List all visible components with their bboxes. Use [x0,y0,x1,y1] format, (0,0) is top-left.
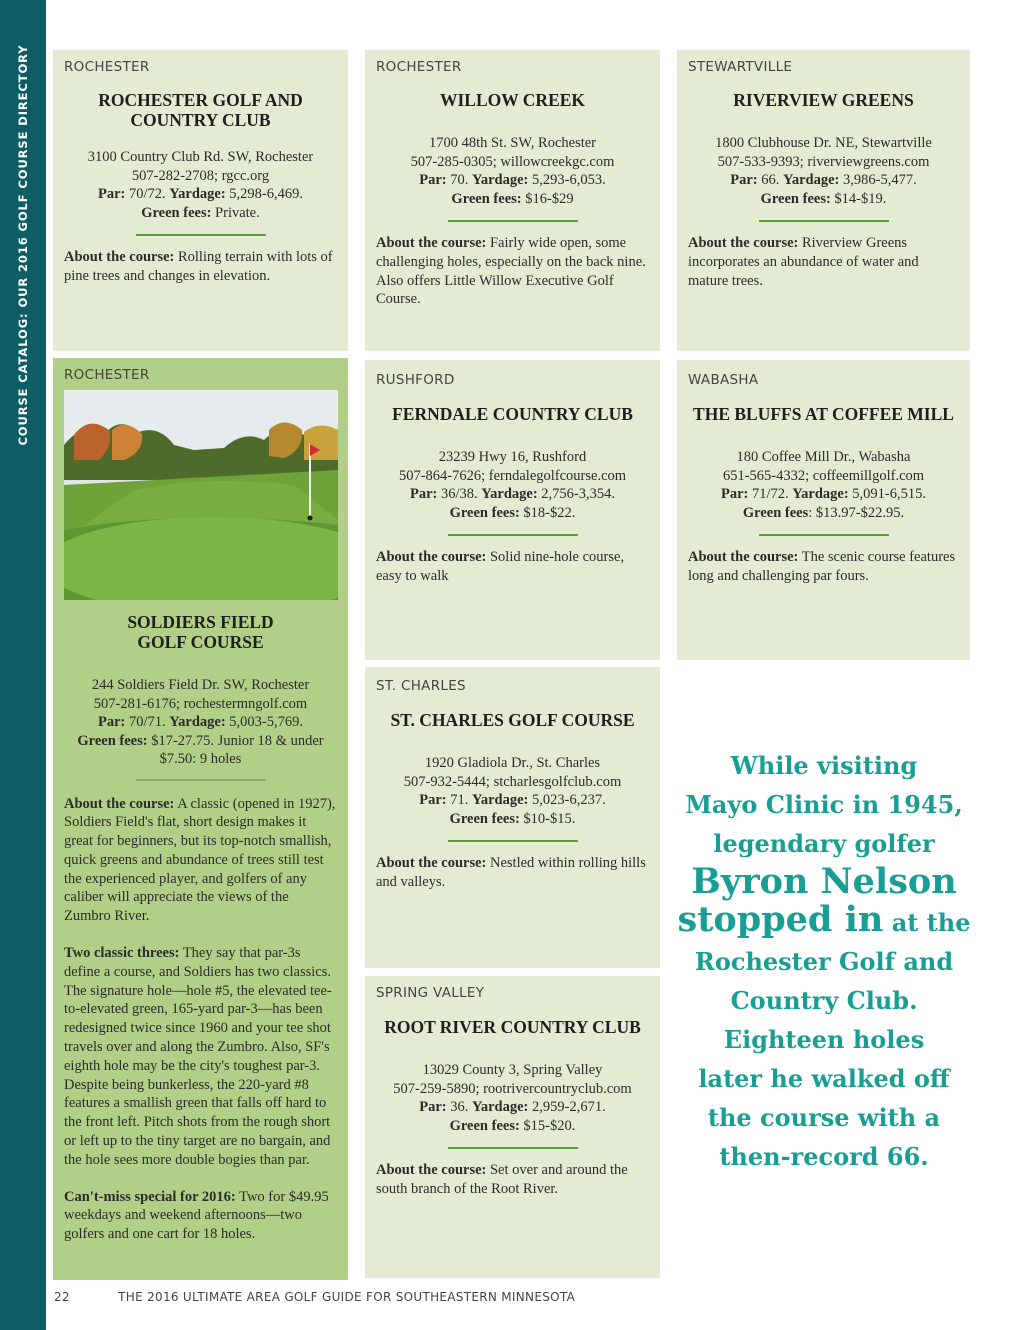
course-card-bluffs-coffee-mill [677,360,970,660]
course-about: About the course: The scenic course features long and challenging par fours. [688,549,956,584]
course-card-rochester-golf [53,50,348,351]
course-name: THE BLUFFS AT COFFEE MILL [693,404,954,424]
page-number: 22 [54,1290,70,1304]
divider [448,534,578,536]
course-about: About the course: Solid nine-hole course, easy to walk [376,549,625,584]
course-details: 23239 Hwy 16, Rushford 507-864-7626; ferndalegolfcourse.com Par: 36/38. Yardage: 2,756-3,354. Green fees: $18-$22. [398,449,627,521]
course-town: SPRING VALLEY [376,985,485,1001]
divider [759,220,889,222]
course-name: ROCHESTER GOLF AND COUNTRY CLUB [98,90,303,130]
course-card-ferndale [365,360,660,660]
course-details: 1920 Gladiola Dr., St. Charles 507-932-5444; stcharlesgolfclub.com Par: 71. Yardage: 5,023-6,237. Green fees: $10-$15. [403,755,622,827]
course-details: 3100 Country Club Rd. SW, Rochester 507-282-2708; rgcc.org Par: 70/72. Yardage: 5,298-6,469. Green fees: Private. [87,149,314,221]
divider [136,234,266,236]
course-special: Can't-miss special for 2016: Two for $49.95 weekdays and weekend afternoons—two golfers and one cart for 18 holes. [64,1188,329,1243]
publication-title: THE 2016 ULTIMATE AREA GOLF GUIDE FOR SOUTHEASTERN MINNESOTA [118,1290,576,1304]
divider [448,220,578,222]
course-details: 1800 Clubhouse Dr. NE, Stewartville 507-533-9393; riverviewgreens.com Par: 66. Yardage: 3,986-5,477. Green fees: $14-$19. [715,135,932,207]
divider [136,779,266,781]
course-about: About the course: Fairly wide open, some challenging holes, especially on the back nine. Also offers Little Willow Executive Golf Course. [376,235,646,308]
course-town: ROCHESTER [376,59,462,75]
course-about: About the course: Nestled within rolling hills and valleys. [376,855,646,890]
course-town: RUSHFORD [376,372,455,388]
pull-quote: While visiting Mayo Clinic in 1945, legendary golfer Byron Nelson stopped in at the Rochester Golf and Country Club. Eighteen holes later he walked off the course with a then-record 66. [677,751,971,1171]
course-card-willow-creek [365,50,660,351]
course-card-soldiers-field [53,358,348,1280]
course-town: STEWARTVILLE [688,59,793,75]
page-footer [54,1290,575,1304]
course-town: ST. CHARLES [376,678,466,694]
course-card-st-charles [365,667,660,968]
course-details: 180 Coffee Mill Dr., Wabasha 651-565-4332; coffeemillgolf.com Par: 71/72. Yardage: 5,091-6,515. Green fees: $13.97-$22.95. [720,449,926,521]
course-card-riverview-greens [677,50,970,351]
divider [759,534,889,536]
course-name: RIVERVIEW GREENS [733,90,914,110]
course-details: 244 Soldiers Field Dr. SW, Rochester 507-281-6176; rochestermngolf.com Par: 70/71. Yardage: 5,003-5,769. Green fees: $17-27.75. Junior 18 & under $7.50: 9 holes [77,677,324,767]
course-about: About the course: A classic (opened in 1927), Soldiers Field's flat, short design makes it great for beginners, but its top-notch smallish, quick greens and abundance of trees still test the experienced player, and golfers of any caliber will appreciate the views of the Zumbro River. [64,795,336,925]
course-name: ROOT RIVER COUNTRY CLUB [384,1017,641,1037]
course-about: About the course: Riverview Greens incorporates an abundance of water and mature trees. [688,235,919,289]
course-card-root-river [365,976,660,1278]
divider [448,1147,578,1149]
course-about: About the course: Rolling terrain with lots of pine trees and changes in elevation. [64,249,333,284]
course-details: 13029 County 3, Spring Valley 507-259-5890; rootrivercountryclub.com Par: 36. Yardage: 2,959-2,671. Green fees: $15-$20. [393,1062,632,1134]
course-about: About the course: Set over and around the south branch of the Root River. [376,1162,628,1197]
section-title: COURSE CATALOG: OUR 2016 GOLF COURSE DIRECTORY [16,44,30,446]
course-town: WABASHA [688,372,759,388]
golf-course-photo [64,390,338,600]
course-name: WILLOW CREEK [439,90,586,110]
course-details: 1700 48th St. SW, Rochester 507-285-0305; willowcreekgc.com Par: 70. Yardage: 5,293-6,053. Green fees: $16-$29 [410,135,615,207]
course-name: ST. CHARLES GOLF COURSE [390,710,635,730]
divider [448,840,578,842]
course-name: SOLDIERS FIELD GOLF COURSE [127,612,274,652]
course-name: FERNDALE COUNTRY CLUB [392,404,633,424]
side-bar [0,0,46,1330]
course-town: ROCHESTER [64,367,150,383]
course-two-classic-threes: Two classic threes: They say that par-3s define a course, and Soldiers has two classics. The signature hole—hole #5, the elevated tee-to-elevated green, 165-yard par-3—has been redesigned twice since 1960 and your tee shot travels over and along the Zumbro. Also, SF's eighth hole may be the city's toughest par-3. Despite being bunkerless, the 220-yard #8 features a smallish green that falls off hard to the front left. Pitch shots from the rough short or left up to the tiny target are no bargain, and the hole sees more double bogies than par. [64,945,332,1168]
course-town: ROCHESTER [64,59,150,75]
